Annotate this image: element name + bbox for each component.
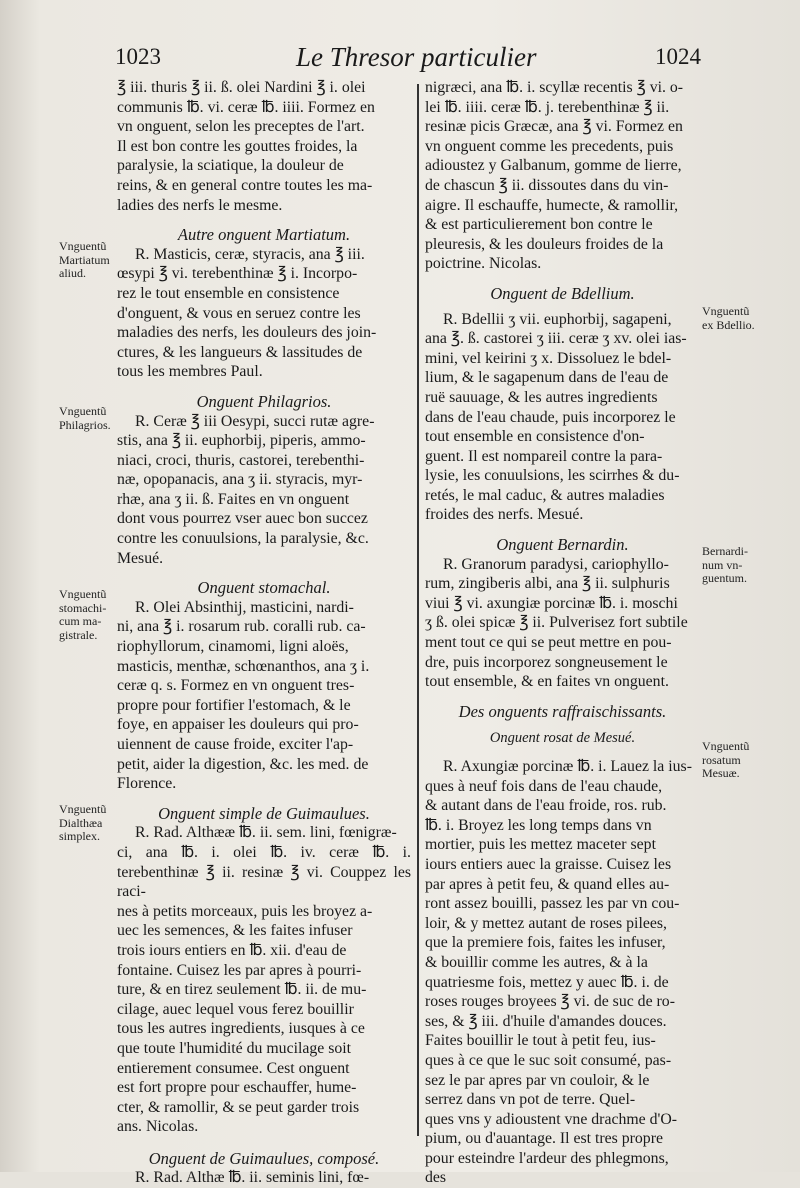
paragraph-intro-right: nigræci, ana ℔. i. scyllæ recentis ℥ vi. o- lei ℔. iiii. ceræ ℔. j. terebenthinæ ℥ ii. resinæ picis Græcæ, ana ℥ vi. Formez en vn onguent comme les precedents, puis adioustez y Galbanum, gomme de lierre, de chascun ℥ ii. dissoutes dans du vin- aigre. Il eschauffe, humecte, & ramollir, & est particulierement bon contre le pleuresis, & les douleurs froides de la poictrine. Nicolas. (425, 79, 684, 273)
paragraph-guimaulues: R. Rad. Althææ ℔. ii. sem. lini, fœnigræ- ci, ana ℔. i. olei ℔. iv. ceræ ℔. i. terebenthinæ ℥ ii. resinæ ℥ vi. Couppez les raci- nes à petits morceaux, puis les broyez a- uec les semences, & les faites infuser trois iours entiers en ℔. xii. d'eau de fontaine. Cuisez les par apres à pourri- ture, & en tirez seulement ℔. ii. de mu- cilage, auec lequel vous ferez bouillir tous les autres ingredients, iusques à ce que toute l'humidité du mucilage soit entierement consumee. Cest onguent est fort propre pour eschauffer, hume- cter, & ramollir, & se peut garder trois ans. Nicolas. (117, 824, 411, 1136)
paragraph-guimaulues-compose: R. Rad. Althæ ℔. ii. seminis lini, fœ- (135, 1169, 370, 1187)
margin-note-stomachicum: Vnguentũ stomachi- cum ma- gistrale. (59, 587, 107, 642)
heading-guimaulues-compose: Onguent de Guimaulues, composé. (148, 1148, 380, 1168)
running-title: Le Thresor particulier (296, 42, 537, 72)
margin-note-bernardinum: Bernardi- num vn- guentum. (702, 544, 748, 585)
margin-note-dialthaea: Vnguentũ Dialthæa simplex. (59, 802, 107, 843)
page-number-left: 1023 (115, 44, 161, 69)
heading-bernardin: Onguent Bernardin. (496, 535, 629, 555)
margin-note-rosatum: Vnguentũ rosatum Mesuæ. (702, 739, 750, 780)
heading-rafraichissants: Des onguents raffraischissants. (458, 701, 667, 721)
heading-rosat: Onguent rosat de Mesué. (489, 730, 636, 747)
paragraph-martiatum: R. Masticis, ceræ, styracis, ana ℥ iii. œsypi ℥ vi. terebenthinæ ℥ i. Incorpo- rez le tout ensemble en consistence d'onguent, & vous en seruez contre les maladies des nerfs, les douleurs des join- ctures, & les langueurs & lassitudes de tous les membres Paul. (117, 245, 377, 381)
paragraph-intro-left: ℥ iii. thuris ℥ ii. ß. olei Nardini ℥ i. olei communis ℔. vi. ceræ ℔. iiii. Formez en vn onguent, selon les preceptes de l'art. Il est bon contre les gouttes froides, la paralysie, la sciatique, la douleur de reins, & en general contre toutes les ma- ladies des nerfs le mesme. (117, 79, 375, 214)
margin-note-bdellio: Vnguentũ ex Bdellio. (702, 304, 755, 332)
heading-martiatum: Autre onguent Martiatum. (177, 225, 351, 245)
margin-note-martiatum: Vnguentũ Martiatum aliud. (59, 239, 110, 280)
heading-guimaulues: Onguent simple de Guimaulues. (158, 803, 370, 823)
paragraph-philagrios: R. Ceræ ℥ iii Oesypi, succi rutæ agre- stis, ana ℥ ii. euphorbij, piperis, ammo- niaci, croci, thuris, castorei, terebenthi- næ, opopanacis, ana ʒ ii. styracis, myr- rhæ, ana ʒ ii. ß. Faites en vn onguent dont vous pourrez vser auec bon succez contre les conuulsions, la paralysie, &c. Mesué. (117, 412, 375, 567)
page-number-right: 1024 (655, 44, 701, 69)
left-column (117, 78, 411, 1188)
heading-stomachal: Onguent stomachal. (197, 578, 331, 598)
right-column (425, 78, 700, 1188)
margin-note-philagrios: Vnguentũ Philagrios. (59, 404, 111, 432)
heading-philagrios: Onguent Philagrios. (196, 391, 332, 411)
paragraph-bernardin: R. Granorum paradysi, cariophyllo- rum, zingiberis albi, ana ℥ ii. sulphuris viui ℥ vi. axungiæ porcinæ ℔. i. moschi ʒ ß. olei spicæ ℥ ii. Pulverisez fort subtile ment tout ce qui se peut mettre en pou- dre, puis incorporez songneusement le tout ensemble, & en faites vn onguent. (425, 555, 688, 691)
paragraph-bdellium: R. Bdellii ʒ vii. euphorbij, sagapeni, ana ℥. ß. castorei ʒ iii. ceræ ʒ xv. olei ias- mini, vel keirini ʒ x. Dissoluez le bdel- lium, & le sagapenum dans de l'eau de ruë sauuage, & les autres ingredients dans de l'eau chaude, puis incorporez le tout ensemble en consistence d'on- guent. Il est nompareil contre la para- lysie, les conuulsions, les scirrhes & du- retés, le mal caduc, & autres maladies froides des nerfs. Mesué. (425, 310, 687, 524)
paragraph-rosat: R. Axungiæ porcinæ ℔. i. Lauez la ius- ques à neuf fois dans de l'eau chaude, & autant dans de l'eau froide, ros. rub. ℔. i. Broyez les long temps dans vn mortier, puis les mettez maceter sept iours entiers auec la graisse. Cuisez les par apres à petit feu, & quand elles au- ront assez bouilli, passez les par vn cou- loir, & y mettez autant de roses pilees, que la premiere fois, faites les infuser, & bouillir comme les autres, & à la quatriesme fois, mettez y auec ℔. i. de roses rouges broyees ℥ vi. de suc de ro- ses, & ℥ iii. d'huile d'amandes douces. Faites bouillir le tout à petit feu, ius- ques à ce que le suc soit consumé, pas- sez le par apres par vn couloir, & le serrez dans vn pot de terre. Quel- ques vns y adioustent vne drachme d'O- pium, ou d'auantage. Il est tres propre pour esteindre l'ardeur des phlegmons, des (425, 758, 692, 1187)
heading-bdellium: Onguent de Bdellium. (490, 283, 635, 303)
paragraph-stomachal: R. Olei Absinthij, masticini, nardi- ni, ana ℥ i. rosarum rub. coralli rub. ca- riophyllorum, cinamomi, ligni aloës, masticis, menthæ, schœnanthos, ana ʒ i. ceræ q. s. Formez en vn onguent tres- propre pour fortifier l'estomach, & le foye, en appaiser les douleurs qui pro- uiennent de cause froide, exciter l'ap- petit, aider la digestion, &c. les med. de Florence. (117, 598, 370, 793)
column-divider (417, 84, 419, 1136)
